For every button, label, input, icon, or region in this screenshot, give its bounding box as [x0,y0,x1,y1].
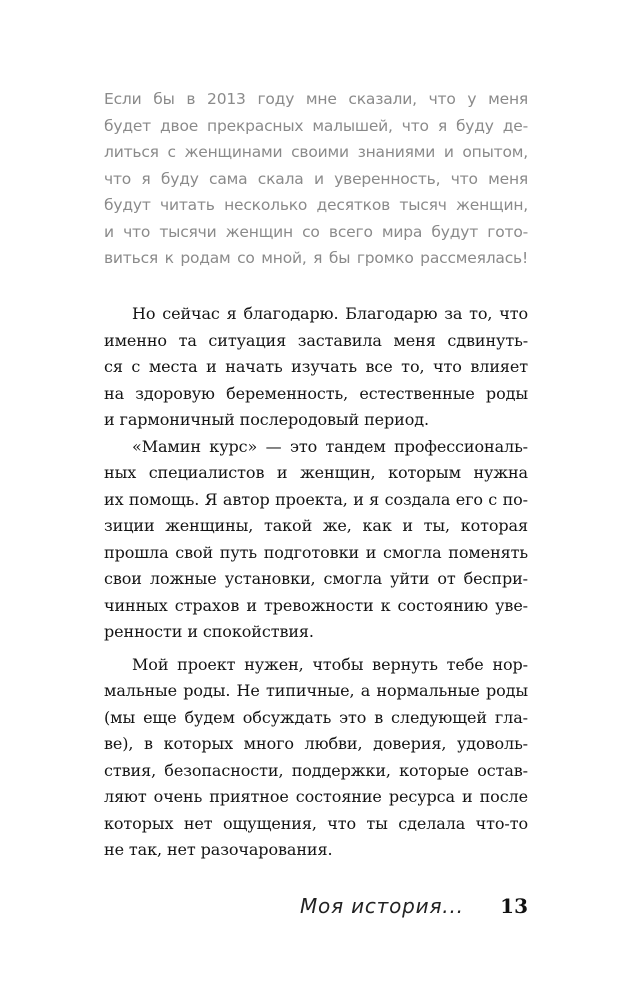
chapter-title: Моя история... [300,894,464,918]
body-text [104,301,528,864]
text-line: «Мамин курс» — это тандем профессиональ- [132,436,528,456]
text-line: Мой проект нужен, чтобы вернуть тебе нор- [132,654,528,674]
intro-quote [104,86,528,272]
text-line: Но сейчас я благодарю. Благодарю за то, что [132,304,528,323]
text-line: их помощь. Я автор проекта, и я создала его с по- [104,489,528,509]
quote-line: что я буду сама скала и уверенность, что меня [104,169,528,188]
text-line: свои ложные установки, смогла уйти от беспри- [104,569,528,588]
quote-line: будет двое прекрасных малышей, что я буду де- [104,116,528,135]
quote-line: виться к родам со мной, я бы громко рассмеялась! [104,249,528,267]
text-line: именно та ситуация заставила меня сдвинуть- [104,330,528,350]
page-number: 13 [500,894,528,918]
paragraph-1 [104,301,528,434]
text-line: ве), в которых много любви, доверия, удоволь- [104,734,528,753]
text-line: на здоровую беременность, естественные роды [104,383,528,403]
quote-line: Если бы в 2013 году мне сказали, что у меня [104,90,528,108]
text-line: зиции женщины, такой же, как и ты, которая [104,516,528,535]
text-line: которых нет ощущения, что ты сделала что-то [104,813,528,833]
running-footer [300,890,528,924]
text-line: чинных страхов и тревожности к состоянию уве- [104,595,528,615]
paragraph-3 [104,652,528,864]
text-line: и гармоничный послеродовый период. [104,410,429,429]
quote-line: литься с женщинами своими знаниями и опытом, [104,143,528,161]
quote-line: и что тысячи женщин со всего мира будут гото- [104,222,528,241]
text-line: ных специалистов и женщин, которым нужна [104,463,528,482]
text-line: прошла свой путь подготовки и смогла поменять [104,542,528,562]
text-line: ляют очень приятное состояние ресурса и после [104,787,528,806]
text-line: ся с места и начать изучать все то, что влияет [104,357,528,376]
text-line: мальные роды. Не типичные, а нормальные роды [104,681,528,700]
text-line: ствия, безопасности, поддержки, которые остав- [104,760,528,780]
text-line: (мы еще будем обсуждать это в следующей гла- [104,707,528,727]
text-line: ренности и спокойствия. [104,622,314,641]
paragraph-2 [104,434,528,646]
text-line: не так, нет разочарования. [104,840,333,859]
quote-line: будут читать несколько десятков тысяч женщин, [104,196,528,214]
